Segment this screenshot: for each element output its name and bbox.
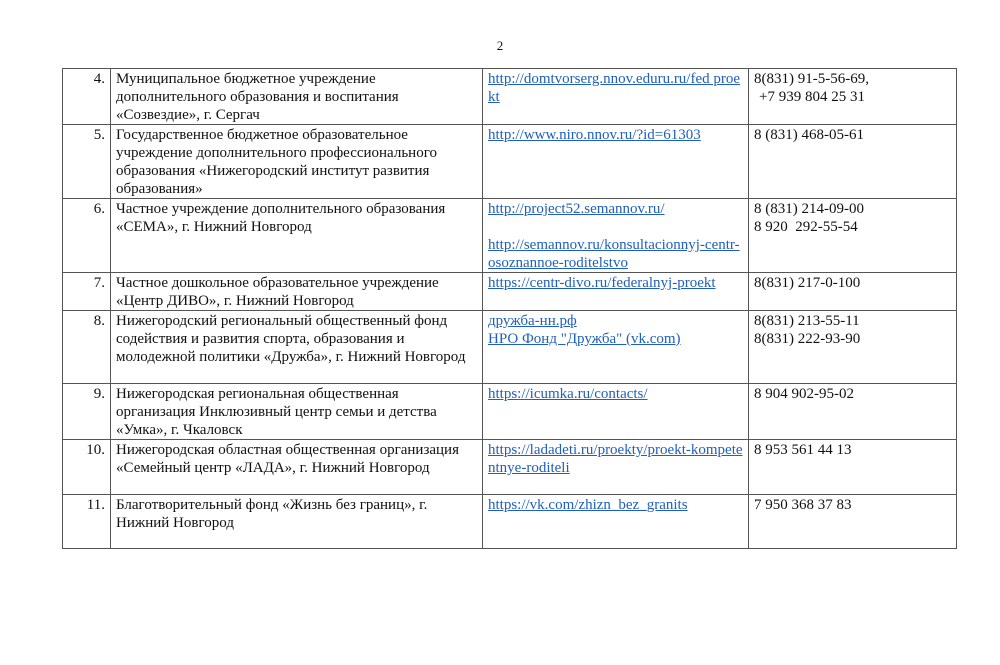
website-link[interactable]: https://ladadeti.ru/proekty/proekt-kompetentnye-roditeli xyxy=(488,442,743,476)
website-cell xyxy=(483,311,749,384)
organization-name: Благотворительный фонд «Жизнь без границ», г. Нижний Новгород xyxy=(111,495,483,549)
table-row xyxy=(63,273,957,311)
website-cell xyxy=(483,199,749,273)
website-link[interactable]: http://www.niro.nnov.ru/?id=61303 xyxy=(488,127,701,143)
row-number: 7. xyxy=(63,273,111,311)
phone-number: 8(831) 222-93-90 xyxy=(754,331,861,347)
website-cell xyxy=(483,69,749,125)
phone-number: 8 953 561 44 13 xyxy=(754,442,852,458)
phone-number: 8 920 292-55-54 xyxy=(754,219,858,235)
phone-number: 8(831) 91-5-56-69, xyxy=(754,71,869,87)
row-number: 11. xyxy=(63,495,111,549)
phone-cell xyxy=(749,495,957,549)
website-cell xyxy=(483,495,749,549)
organization-name: Частное дошкольное образовательное учреждение «Центр ДИВО», г. Нижний Новгород xyxy=(111,273,483,311)
row-number: 4. xyxy=(63,69,111,125)
phone-cell xyxy=(749,273,957,311)
phone-cell xyxy=(749,440,957,495)
organization-name: Нижегородский региональный общественный фонд содействия и развития спорта, образования и молодежной политики «Дружба», г. Нижний Новгород xyxy=(111,311,483,384)
website-cell xyxy=(483,440,749,495)
phone-cell xyxy=(749,311,957,384)
phone-number: 8 (831) 214-09-00 xyxy=(754,201,864,217)
website-cell xyxy=(483,273,749,311)
website-cell xyxy=(483,125,749,199)
website-link[interactable]: дружба-нн.рф xyxy=(488,313,577,329)
table-row xyxy=(63,495,957,549)
table-row xyxy=(63,199,957,273)
website-link[interactable]: http://domtvorserg.nnov.eduru.ru/fed proekt xyxy=(488,71,741,105)
row-number: 5. xyxy=(63,125,111,199)
phone-cell xyxy=(749,384,957,440)
website-link[interactable]: НРО Фонд "Дружба" (vk.com) xyxy=(488,331,681,347)
website-link[interactable]: https://icumka.ru/contacts/ xyxy=(488,386,648,402)
website-cell xyxy=(483,384,749,440)
website-link[interactable]: https://vk.com/zhizn_bez_granits xyxy=(488,497,688,513)
row-number: 6. xyxy=(63,199,111,273)
organization-name: Нижегородская областная общественная организация «Семейный центр «ЛАДА», г. Нижний Новгород xyxy=(111,440,483,495)
phone-number: 8 (831) 468-05-61 xyxy=(754,127,864,143)
row-number: 8. xyxy=(63,311,111,384)
table-row xyxy=(63,69,957,125)
organization-name: Нижегородская региональная общественная организация Инклюзивный центр семьи и детства «Умка», г. Чкаловск xyxy=(111,384,483,440)
organizations-table xyxy=(62,68,957,549)
table-row xyxy=(63,440,957,495)
organization-name: Государственное бюджетное образовательное учреждение дополнительного профессионального образования «Нижегородский институт развития образования» xyxy=(111,125,483,199)
website-link[interactable]: http://project52.semannov.ru/ xyxy=(488,201,665,217)
table-row xyxy=(63,125,957,199)
row-number: 10. xyxy=(63,440,111,495)
phone-number: +7 939 804 25 31 xyxy=(759,89,865,105)
phone-cell xyxy=(749,199,957,273)
page-number: 2 xyxy=(496,38,504,53)
phone-number: 8 904 902-95-02 xyxy=(754,386,854,402)
row-number: 9. xyxy=(63,384,111,440)
table-row xyxy=(63,384,957,440)
phone-number: 8(831) 217-0-100 xyxy=(754,275,861,291)
table-row xyxy=(63,311,957,384)
phone-number: 8(831) 213-55-11 xyxy=(754,313,860,329)
organization-name: Муниципальное бюджетное учреждение дополнительного образования и воспитания «Созвездие», г. Сергач xyxy=(111,69,483,125)
organization-name: Частное учреждение дополнительного образования «СЕМА», г. Нижний Новгород xyxy=(111,199,483,273)
phone-cell xyxy=(749,125,957,199)
website-link[interactable]: http://semannov.ru/konsultacionnyj-centr-osoznannoe-roditelstvo xyxy=(488,237,740,271)
website-link[interactable]: https://centr-divo.ru/federalnyj-proekt xyxy=(488,275,716,291)
phone-number: 7 950 368 37 83 xyxy=(754,497,852,513)
phone-cell xyxy=(749,69,957,125)
